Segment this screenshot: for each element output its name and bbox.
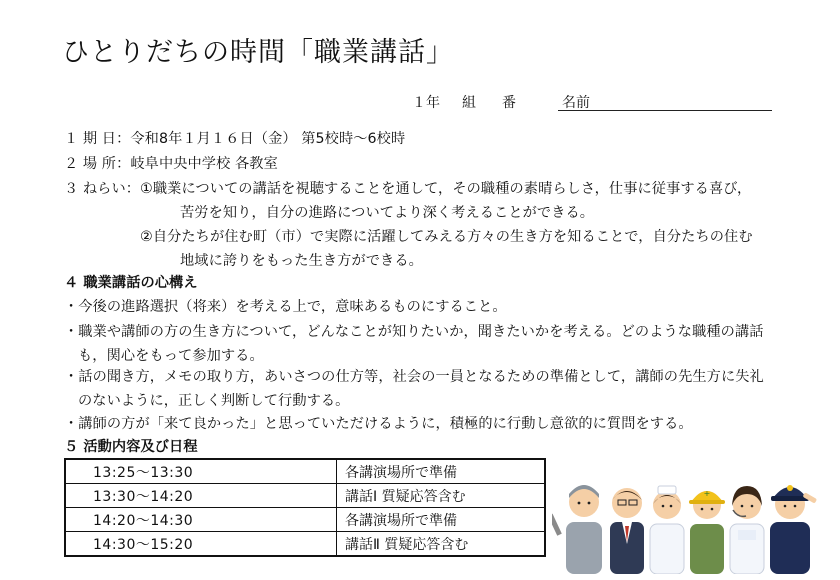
aim-line: ３ ねらい：①職業についての講話を視聴することを通して，その職種の素晴らしさ，仕事に従事する喜び， <box>64 181 752 197</box>
aim-line-2: ②自分たちが住む町（市）で実際に活躍してみえる方々の生き方を知ることで，自分たちの住む <box>140 229 753 245</box>
guideline-item: ・職業や講師の方の生き方について，どんなことが知りたいか，聞きたいかを考える。どのような職種の講話 <box>64 324 764 340</box>
time-cell: 13:30～14:20 <box>65 484 337 508</box>
workers-illustration <box>552 474 822 574</box>
table-row <box>65 484 545 508</box>
aim-line-cont: 苦労を知り，自分の進路についてより深く考えることができる。 <box>180 205 595 221</box>
section-heading: ４ 職業講話の心構え <box>64 275 198 291</box>
svg-text:+: + <box>703 489 711 498</box>
table-row <box>65 459 545 484</box>
activity-cell: 各講演場所で準備 <box>337 508 546 532</box>
table-row <box>65 508 545 532</box>
guideline-item: ・講師の方が「来て良かった」と思っていただけるように，積極的に行動し意欲的に質問をする。 <box>64 416 693 432</box>
nurse-figure <box>650 486 684 574</box>
number-label: 番 <box>502 95 516 111</box>
name-label: 名前 <box>562 95 590 111</box>
place-line: ２ 場 所：岐阜中央中学校 各教室 <box>64 156 278 172</box>
builder-figure <box>689 489 725 574</box>
activity-cell: 講話Ⅰ 質疑応答含む <box>337 484 546 508</box>
activity-cell: 講話Ⅱ 質疑応答含む <box>337 532 546 557</box>
time-cell: 14:20～14:30 <box>65 508 337 532</box>
police-figure <box>770 485 817 574</box>
grade-label: １年 <box>412 95 440 111</box>
time-cell: 13:25～13:30 <box>65 459 337 484</box>
page-title: ひとりだちの時間「職業講話」 <box>62 37 454 68</box>
mechanic-figure <box>552 485 602 574</box>
businessman-figure <box>610 488 644 574</box>
guideline-item: ・話の聞き方，メモの取り方，あいさつの仕方等，社会の一員となるための準備として，講師の先生方に失礼 <box>64 369 764 385</box>
table-row <box>65 532 545 557</box>
activity-cell: 各講演場所で準備 <box>337 459 546 484</box>
schedule-table <box>64 458 546 557</box>
time-cell: 14:30～15:20 <box>65 532 337 557</box>
name-underline <box>558 110 772 111</box>
date-line: １ 期 日：令和8年１月１６日（金） 第5校時～6校時 <box>64 131 406 147</box>
class-label: 組 <box>462 95 476 111</box>
guideline-item: ・今後の進路選択（将来）を考える上で，意味あるものにすること。 <box>64 299 507 315</box>
guideline-item-cont: のないように，正しく判断して行動する。 <box>78 393 350 409</box>
operator-figure <box>730 486 764 574</box>
aim-line-2-cont: 地域に誇りをもった生き方ができる。 <box>180 253 423 269</box>
section-heading: ５ 活動内容及び日程 <box>64 439 198 455</box>
guideline-item-cont: も，関心をもって参加する。 <box>78 348 264 364</box>
